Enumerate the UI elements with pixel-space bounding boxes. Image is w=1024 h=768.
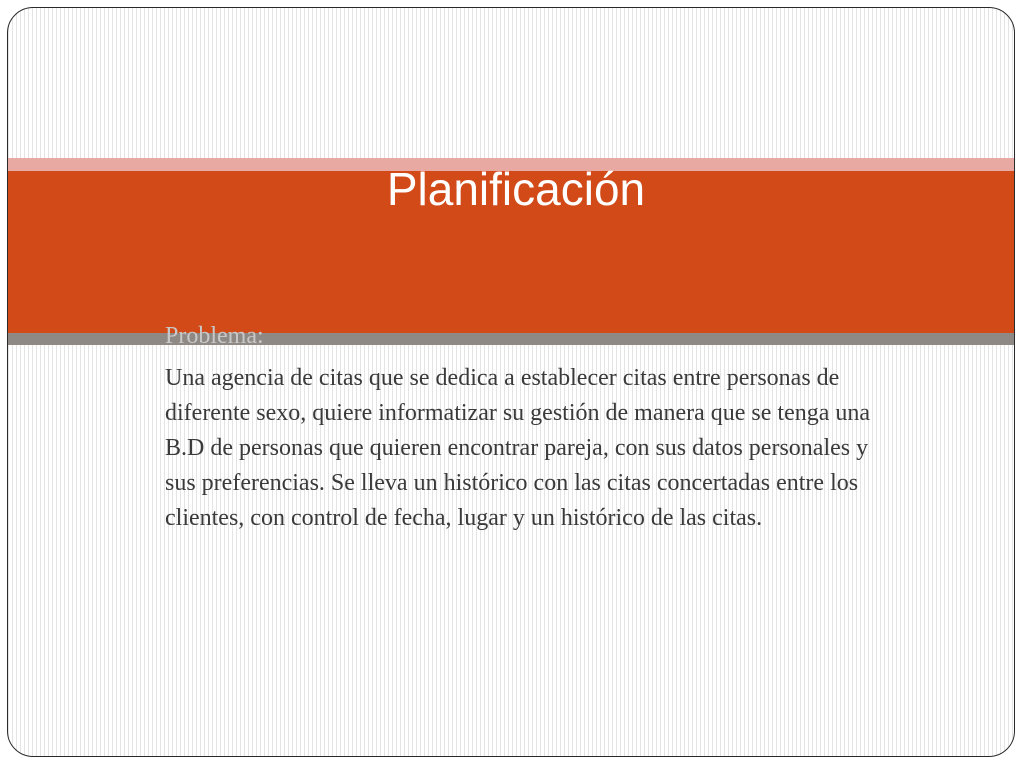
slide-body (165, 321, 875, 536)
problem-paragraph: Una agencia de citas que se dedica a establecer citas entre personas de diferente sexo, quiere informatizar su gestión de manera que se tenga una B.D de personas que quieren encontrar pareja, con sus datos personales y sus preferencias. Se lleva un histórico con las citas concertadas entre los clientes, con control de fecha, lugar y un histórico de las citas. (165, 365, 871, 531)
slide-frame (7, 7, 1015, 757)
slide-title: Planificación (386, 163, 646, 215)
problem-label: Problema: (165, 323, 264, 349)
